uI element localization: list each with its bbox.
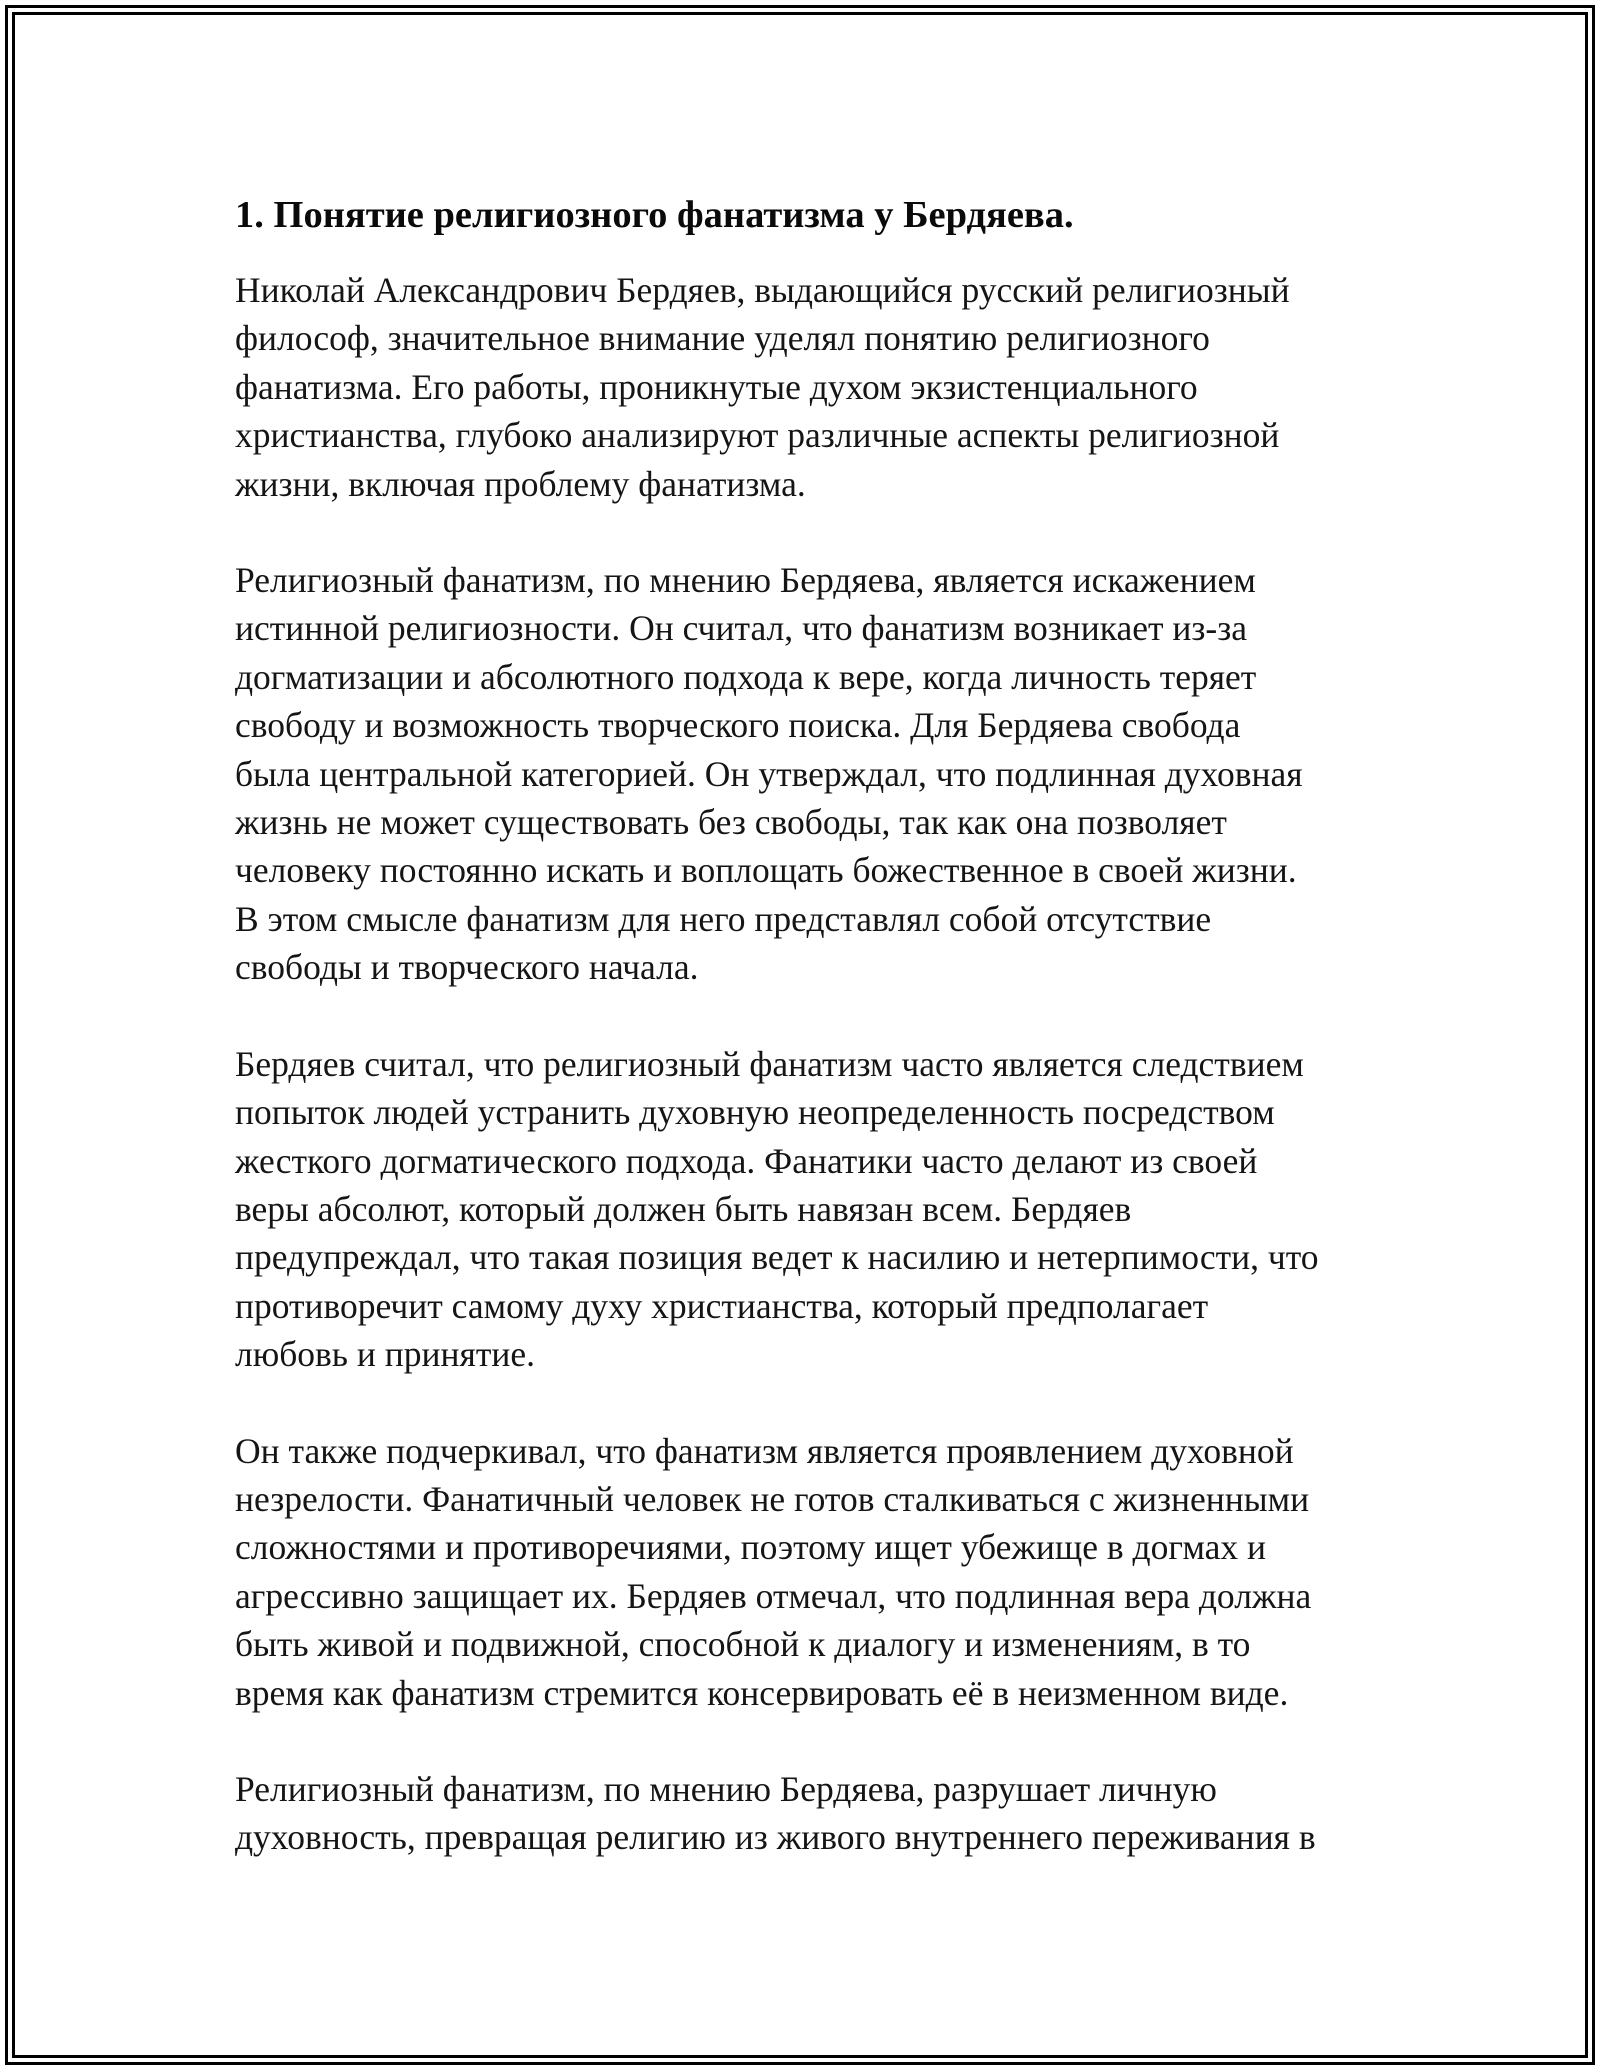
- paragraph-line: жизнь не может существовать без свободы, так как она позволяет: [235, 802, 1227, 843]
- paragraph-line: предупреждал, что такая позиция ведет к насилию и нетерпимости, что: [235, 1237, 1319, 1278]
- paragraph-line: свободы и творческого начала.: [235, 947, 699, 988]
- paragraph-line: философ, значительное внимание уделял понятию религиозного: [235, 318, 1210, 359]
- paragraph-line: В этом смысле фанатизм для него представлял собой отсутствие: [235, 898, 1212, 939]
- paragraph-4: [235, 1427, 1375, 1717]
- paragraph-line: догматизации и абсолютного подхода к вере, когда личность теряет: [235, 656, 1257, 697]
- paragraph-line: попыток людей устранить духовную неопределенность посредством: [235, 1092, 1275, 1133]
- section-heading: 1. Понятие религиозного фанатизма у Бердяева.: [235, 194, 1074, 236]
- paragraph-line: духовность, превращая религию из живого внутреннего переживания в: [235, 1817, 1316, 1858]
- paragraph-5: [235, 1765, 1375, 1862]
- paragraph-line: Бердяев считал, что религиозный фанатизм часто является следствием: [235, 1043, 1304, 1084]
- paragraph-line: христианства, глубоко анализируют различные аспекты религиозной: [235, 415, 1280, 456]
- paragraph-line: человеку постоянно искать и воплощать божественное в своей жизни.: [235, 850, 1297, 891]
- paragraph-1: [235, 266, 1375, 508]
- paragraph-line: истинной религиозности. Он считал, что фанатизм возникает из-за: [235, 608, 1247, 649]
- paragraph-2: [235, 556, 1375, 992]
- paragraph-line: любовь и принятие.: [235, 1334, 535, 1375]
- document-body: [235, 186, 1375, 1910]
- paragraph-3: [235, 1040, 1375, 1379]
- paragraph-line: незрелости. Фанатичный человек не готов сталкиваться с жизненными: [235, 1478, 1310, 1519]
- paragraph-line: Николай Александрович Бердяев, выдающийся русский религиозный: [235, 270, 1290, 310]
- paragraph-line: Религиозный фанатизм, по мнению Бердяева, разрушает личную: [235, 1768, 1217, 1809]
- paragraph-line: противоречит самому духу христианства, который предполагает: [235, 1285, 1209, 1326]
- paragraph-line: фанатизма. Его работы, проникнутые духом экзистенциального: [235, 366, 1198, 407]
- paragraph-line: жизни, включая проблему фанатизма.: [235, 463, 806, 504]
- paragraph-line: агрессивно защищает их. Бердяев отмечал, что подлинная вера должна: [235, 1575, 1312, 1616]
- paragraph-line: свободу и возможность творческого поиска. Для Бердяева свобода: [235, 705, 1241, 746]
- paragraph-line: время как фанатизм стремится консервировать её в неизменном виде.: [235, 1672, 1289, 1713]
- paragraph-line: сложностями и противоречиями, поэтому ищет убежище в догмах и: [235, 1527, 1267, 1568]
- paragraph-line: была центральной категорией. Он утверждал, что подлинная духовная: [235, 753, 1303, 794]
- paragraph-line: Он также подчеркивал, что фанатизм является проявлением духовной: [235, 1430, 1294, 1471]
- paragraph-line: жесткого догматического подхода. Фанатики часто делают из своей: [235, 1140, 1258, 1181]
- paragraph-line: веры абсолют, который должен быть навязан всем. Бердяев: [235, 1188, 1132, 1229]
- paragraph-line: Религиозный фанатизм, по мнению Бердяева, является искажением: [235, 560, 1256, 601]
- paragraph-line: быть живой и подвижной, способной к диалогу и изменениям, в то: [235, 1624, 1251, 1665]
